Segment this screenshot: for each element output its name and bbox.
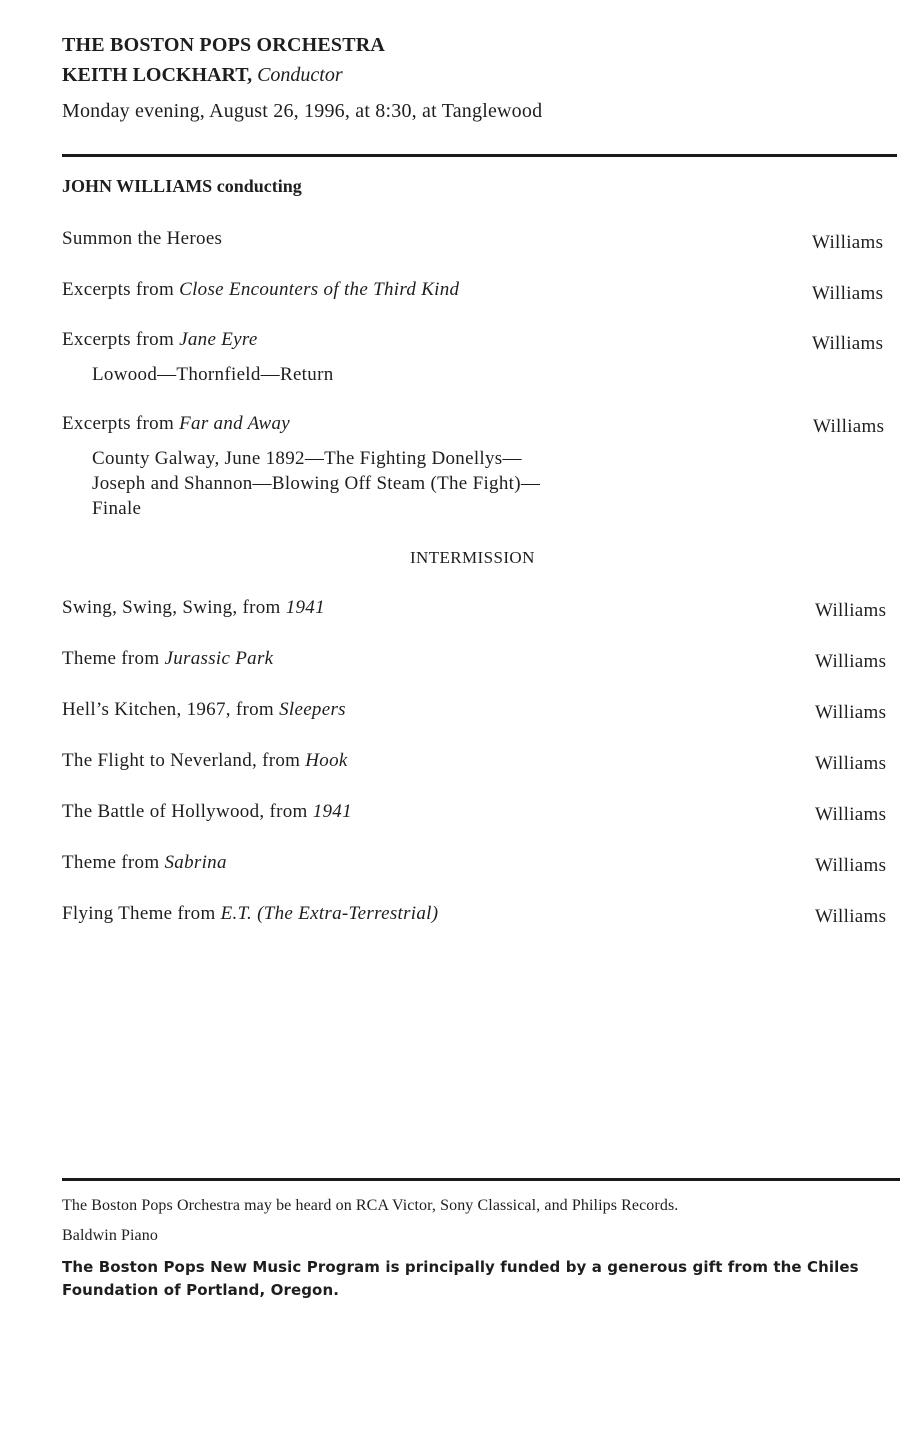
composer: Williams bbox=[815, 651, 887, 672]
funding-note: The Boston Pops New Music Program is principally funded by a generous gift from the Chiles Foundation of Portland, Oregon. bbox=[62, 1258, 859, 1299]
program-item: Excerpts from Jane Eyre bbox=[62, 329, 258, 350]
guest-conductor-line bbox=[62, 176, 302, 197]
program-item: Hell’s Kitchen, 1967, from Sleepers bbox=[62, 699, 346, 720]
performance-date: Monday evening, August 26, 1996, at 8:30, at Tanglewood bbox=[62, 100, 543, 122]
program-item: The Battle of Hollywood, from 1941 bbox=[62, 801, 352, 822]
footer-divider bbox=[62, 1178, 900, 1181]
program-item: Summon the Heroes bbox=[62, 228, 223, 249]
guest-conductor-name: JOHN WILLIAMS bbox=[62, 176, 213, 196]
composer: Williams bbox=[815, 855, 887, 876]
program-item: Flying Theme from E.T. (The Extra-Terrestrial) bbox=[62, 903, 439, 924]
movement-line: County Galway, June 1892—The Fighting Donellys— bbox=[92, 448, 522, 469]
composer: Williams bbox=[812, 333, 884, 354]
top-divider bbox=[62, 154, 897, 157]
composer: Williams bbox=[812, 283, 884, 304]
composer: Williams bbox=[812, 232, 884, 253]
program-item: Swing, Swing, Swing, from 1941 bbox=[62, 597, 325, 618]
program-item: Excerpts from Close Encounters of the Third Kind bbox=[62, 279, 460, 300]
conductor-line bbox=[62, 63, 343, 87]
composer: Williams bbox=[815, 753, 887, 774]
conductor-name: KEITH LOCKHART, bbox=[62, 64, 253, 86]
program-item: Theme from Sabrina bbox=[62, 852, 227, 873]
composer: Williams bbox=[815, 600, 887, 621]
program-item: Theme from Jurassic Park bbox=[62, 648, 274, 669]
composer: Williams bbox=[815, 906, 887, 927]
movement-line: Joseph and Shannon—Blowing Off Steam (The Fight)— bbox=[92, 473, 541, 494]
composer: Williams bbox=[815, 804, 887, 825]
program-item: Excerpts from Far and Away bbox=[62, 413, 291, 434]
recordings-note: The Boston Pops Orchestra may be heard on RCA Victor, Sony Classical, and Philips Records. bbox=[62, 1197, 679, 1214]
guest-conductor-role: conducting bbox=[216, 176, 302, 196]
composer: Williams bbox=[815, 702, 887, 723]
program-item: The Flight to Neverland, from Hook bbox=[62, 750, 348, 771]
movement-line: Finale bbox=[92, 498, 142, 519]
piano-note: Baldwin Piano bbox=[62, 1227, 158, 1244]
conductor-role: Conductor bbox=[257, 64, 343, 86]
intermission-label: INTERMISSION bbox=[410, 548, 535, 567]
composer: Williams bbox=[813, 416, 885, 437]
movement-line: Lowood—Thornfield—Return bbox=[92, 364, 334, 385]
orchestra-name: THE BOSTON POPS ORCHESTRA bbox=[62, 34, 386, 56]
